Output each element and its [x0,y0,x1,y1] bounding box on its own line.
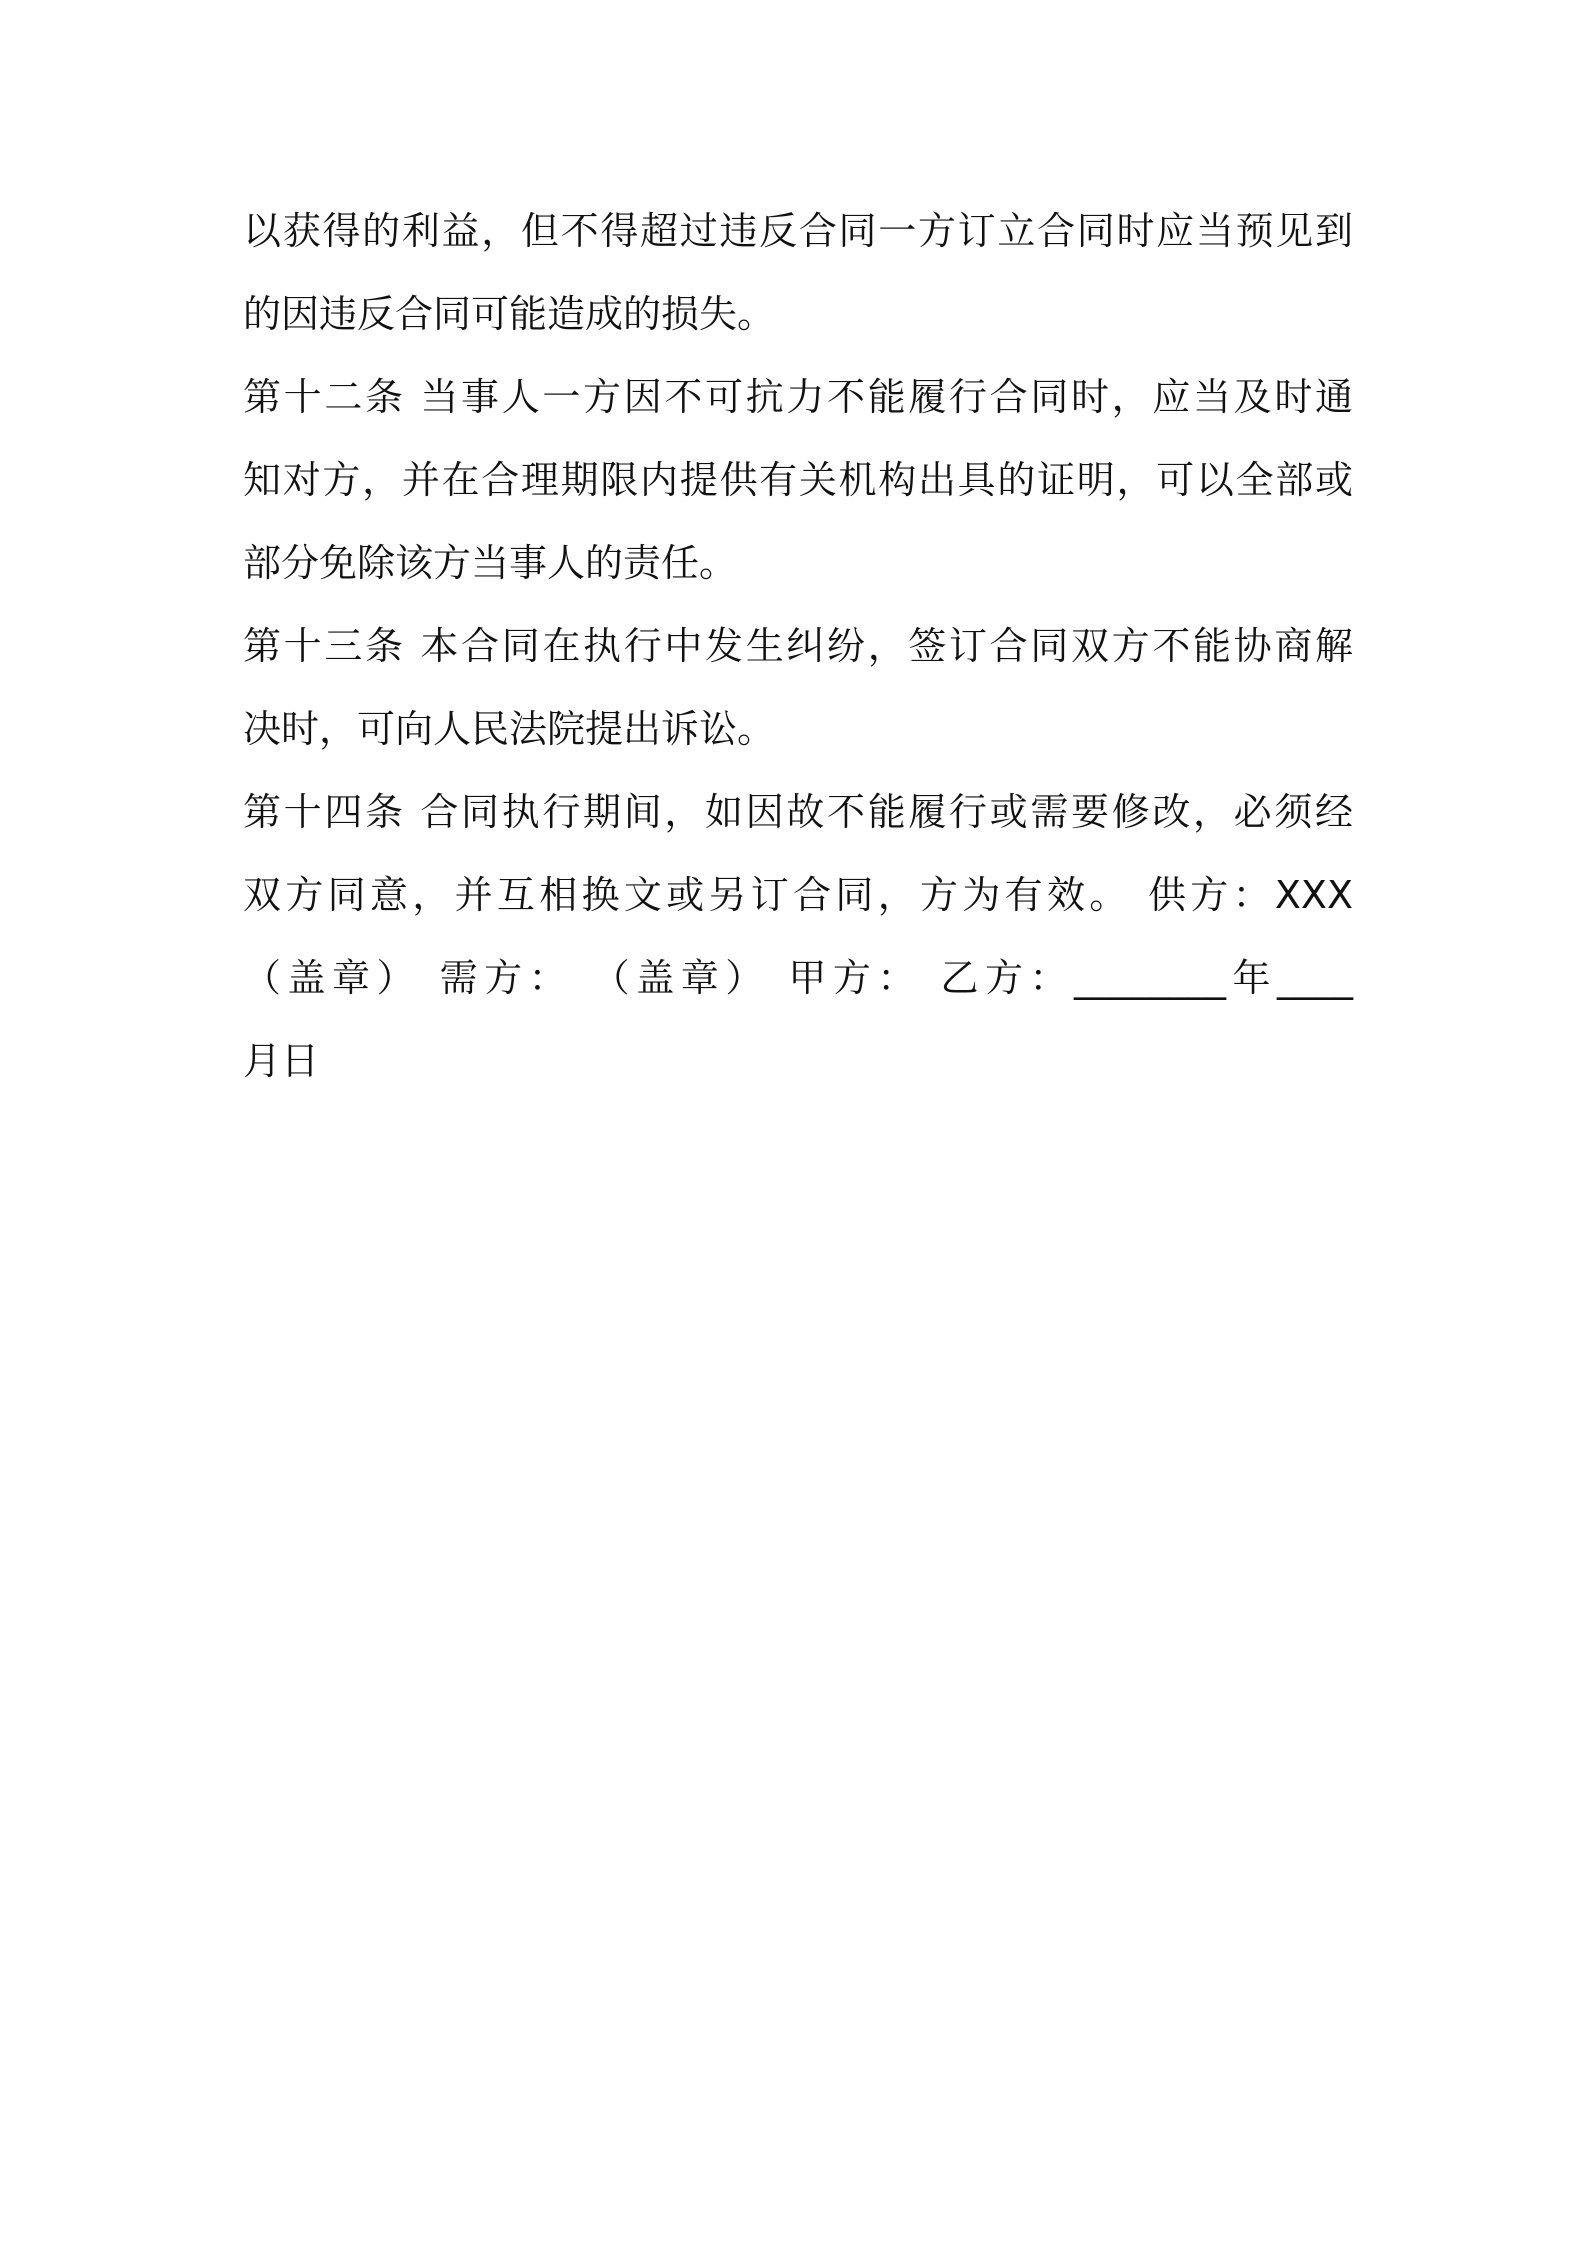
signature-line: （盖章） 需方： （盖章） 甲方： 乙方：________年____ [243,956,1353,1000]
supplier-line: 双方同意，并互相换文或另订合同，方为有效。 供方：XXX [243,873,1353,917]
article-13-line: 第十三条 本合同在执行中发生纠纷，签订合同双方不能协商解 [243,624,1353,668]
article-12-line: 第十二条 当事人一方因不可抗力不能履行合同时，应当及时通 [243,375,1353,419]
document-body [243,190,1353,1103]
text-line: 的因违反合同可能造成的损失。 [243,292,776,336]
text-line: 以获得的利益，但不得超过违反合同一方订立合同时应当预见到 [243,209,1353,253]
date-line: 月日 [243,1039,320,1083]
text-line: 决时，可向人民法院提出诉讼。 [243,707,776,751]
article-14-line: 第十四条 合同执行期间，如因故不能履行或需要修改，必须经 [243,790,1353,834]
text-line: 知对方，并在合理期限内提供有关机构出具的证明，可以全部或 [243,458,1353,502]
text-line: 部分免除该方当事人的责任。 [243,541,738,585]
